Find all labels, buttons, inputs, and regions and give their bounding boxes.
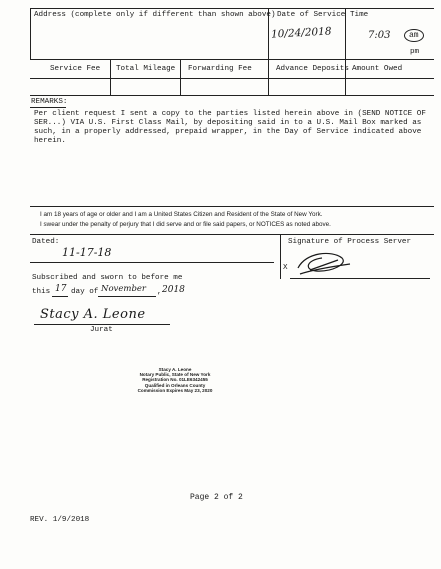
day-value: 17 (55, 284, 67, 294)
jurat-label: Jurat (90, 326, 113, 334)
service-fee-label: Service Fee (50, 65, 101, 73)
affirmation-line-2: I swear under the penalty of perjury that I did serve and or file said papers, or NOTICES as noted above. (40, 221, 331, 228)
revision-date: REV. 1/9/2018 (30, 516, 90, 524)
sworn-line: Subscribed and sworn to before me (32, 274, 183, 282)
page-number: Page 2 of 2 (190, 493, 243, 502)
am-text: am (409, 31, 419, 40)
day-of-label: day of (71, 288, 99, 296)
date-of-service-label: Date of Service (277, 11, 346, 19)
notary-county: Qualified in Orleans County (144, 382, 206, 388)
remarks-line-4: herein. (34, 137, 66, 145)
date-of-service-value: 10/24/2018 (270, 25, 332, 41)
month-comma: , (157, 288, 162, 296)
year-value: 2018 (162, 285, 185, 295)
remarks-label: REMARKS: (31, 98, 68, 106)
notary-title: Notary Public, State of New York (139, 372, 211, 378)
month-value: November (101, 284, 146, 294)
forwarding-fee-label: Forwarding Fee (188, 65, 252, 73)
signature-label: Signature of Process Server (288, 238, 412, 246)
dated-value: 11-17-18 (62, 246, 112, 259)
signature-x-mark: X (283, 264, 288, 272)
affirmation-line-1: I am 18 years of age or older and I am a United States Citizen and Resident of the State of New York. (40, 211, 323, 218)
remarks-line-1: Per client request I sent a copy to the parties listed herein above in (SEND NOTICE OF (34, 110, 426, 118)
am-label (404, 29, 424, 42)
notary-stamp (120, 367, 230, 393)
pm-label: pm (410, 48, 420, 56)
remarks-line-2: SER...) VIA U.S. First Class Mail, by depositing said in to a U.S. Mail Box marked as (34, 119, 422, 127)
time-label: Time (350, 11, 369, 19)
advance-deposits-label: Advance Deposits (276, 65, 349, 73)
this-word: this (32, 288, 51, 296)
process-server-signature (292, 248, 352, 278)
notary-name: Stacy A. Leone (158, 367, 192, 372)
notary-registration: Registration No. 01LE6342455 (142, 377, 208, 383)
amount-owed-label: Amount Owed (352, 65, 403, 73)
address-label: Address (complete only if different than shown above) (34, 11, 276, 19)
time-value: 7:03 (368, 30, 391, 41)
jurat-signature: Stacy A. Leone (40, 307, 146, 322)
notary-expiration: Commission Expires May 23, 2020 (137, 387, 213, 393)
remarks-line-3: such, in a properly addressed, prepaid wrapper, in the Day of Service indicated above (34, 128, 422, 136)
total-mileage-label: Total Mileage (116, 65, 176, 73)
dated-label: Dated: (32, 238, 60, 246)
